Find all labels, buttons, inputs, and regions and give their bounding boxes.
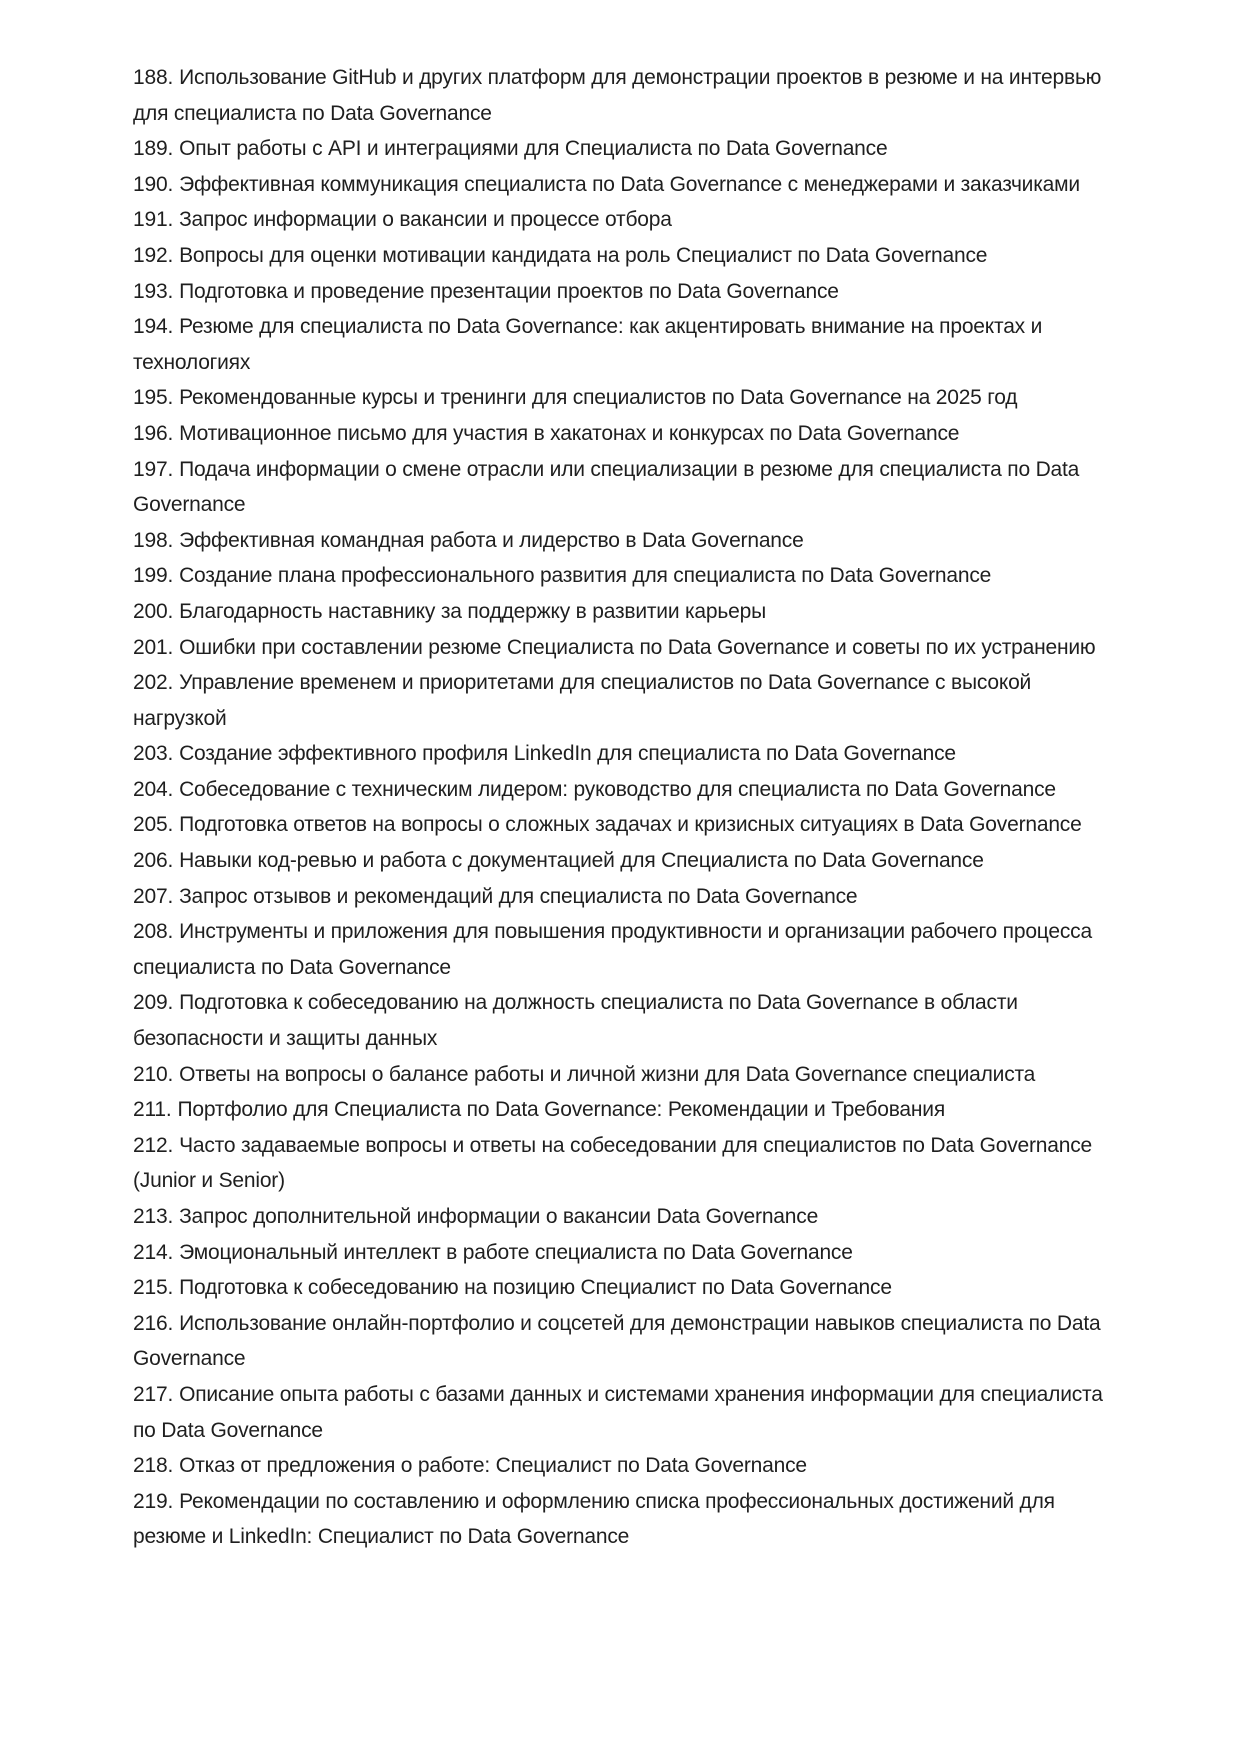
item-text: Подготовка ответов на вопросы о сложных задачах и кризисных ситуациях в Data Governance bbox=[179, 813, 1082, 837]
list-item bbox=[133, 1448, 1118, 1484]
list-item bbox=[133, 60, 1118, 131]
item-number: 199. bbox=[133, 564, 174, 588]
item-text: Эмоциональный интеллект в работе специалиста по Data Governance bbox=[179, 1240, 853, 1264]
item-number: 219. bbox=[133, 1489, 174, 1513]
item-text: Запрос информации о вакансии и процессе отбора bbox=[179, 208, 672, 232]
item-number: 209. bbox=[133, 991, 174, 1015]
item-text: Эффективная командная работа и лидерство в Data Governance bbox=[179, 528, 804, 552]
item-text: Благодарность наставнику за поддержку в развитии карьеры bbox=[179, 599, 766, 623]
list-item bbox=[133, 772, 1118, 808]
item-number: 194. bbox=[133, 315, 174, 339]
item-text: Подготовка и проведение презентации проектов по Data Governance bbox=[179, 279, 839, 303]
item-number: 210. bbox=[133, 1062, 174, 1086]
list-item bbox=[133, 1235, 1118, 1271]
list-item bbox=[133, 665, 1118, 736]
item-text: Рекомендации по составлению и оформлению списка профессиональных достижений для резюме и LinkedIn: Специалист по Data Governance bbox=[133, 1489, 1055, 1549]
item-number: 213. bbox=[133, 1205, 174, 1228]
item-text: Навыки код-ревью и работа с документацией для Специалиста по Data Governance bbox=[179, 849, 984, 873]
list-item bbox=[133, 1092, 1118, 1128]
list-item bbox=[133, 1270, 1118, 1306]
item-text: Вопросы для оценки мотивации кандидата на роль Специалист по Data Governance bbox=[179, 243, 988, 267]
item-text: Портфолио для Специалиста по Data Governance: Рекомендации и Требования bbox=[177, 1098, 945, 1122]
item-text: Собеседование с техническим лидером: руководство для специалиста по Data Governance bbox=[179, 777, 1056, 801]
item-text: Использование онлайн-портфолио и соцсетей для демонстрации навыков специалиста по Data Governance bbox=[133, 1311, 1101, 1371]
item-text: Создание эффективного профиля LinkedIn для специалиста по Data Governance bbox=[179, 742, 956, 766]
list-item bbox=[133, 238, 1118, 274]
item-text: Подготовка к собеседованию на должность специалиста по Data Governance в области безопасности и защиты данных bbox=[133, 991, 1018, 1051]
list-item bbox=[133, 523, 1118, 559]
list-item bbox=[133, 594, 1118, 630]
item-text: Создание плана профессионального развития для специалиста по Data Governance bbox=[179, 564, 992, 588]
item-number: 214. bbox=[133, 1240, 174, 1264]
item-number: 196. bbox=[133, 421, 174, 445]
item-text: Использование GitHub и других платформ для демонстрации проектов в резюме и на интервью для специалиста по Data Governance bbox=[133, 66, 1102, 125]
item-number: 206. bbox=[133, 849, 174, 873]
list-item bbox=[133, 416, 1118, 452]
item-number: 201. bbox=[133, 635, 174, 659]
item-number: 212. bbox=[133, 1133, 174, 1157]
list-item bbox=[133, 1484, 1118, 1555]
item-number: 208. bbox=[133, 920, 174, 944]
item-number: 191. bbox=[133, 208, 174, 232]
list-item bbox=[133, 1306, 1118, 1377]
list-item bbox=[133, 274, 1118, 310]
item-number: 215. bbox=[133, 1276, 174, 1300]
item-number: 211. bbox=[133, 1098, 172, 1122]
item-text: Резюме для специалиста по Data Governance: как акцентировать внимание на проектах и технологиях bbox=[133, 315, 1043, 374]
list-item bbox=[133, 131, 1118, 167]
item-number: 190. bbox=[133, 172, 174, 196]
list-item bbox=[133, 1199, 1118, 1235]
list-item bbox=[133, 736, 1118, 772]
list-item bbox=[133, 985, 1118, 1056]
item-number: 218. bbox=[133, 1454, 174, 1478]
list-item bbox=[133, 879, 1118, 915]
item-number: 198. bbox=[133, 528, 174, 552]
item-number: 192. bbox=[133, 243, 174, 267]
list-item bbox=[133, 1128, 1118, 1199]
item-text: Ошибки при составлении резюме Специалиста по Data Governance и советы по их устранению bbox=[179, 635, 1096, 659]
item-number: 205. bbox=[133, 813, 174, 837]
item-text: Мотивационное письмо для участия в хакатонах и конкурсах по Data Governance bbox=[179, 421, 960, 445]
list-item bbox=[133, 309, 1118, 380]
document-page bbox=[133, 60, 1118, 1555]
list-item bbox=[133, 380, 1118, 416]
item-number: 202. bbox=[133, 671, 174, 695]
list-item bbox=[133, 843, 1118, 879]
item-text: Описание опыта работы с базами данных и системами хранения информации для специалиста по Data Governance bbox=[133, 1382, 1103, 1442]
list-item bbox=[133, 167, 1118, 203]
item-text: Управление временем и приоритетами для специалистов по Data Governance с высокой нагрузкой bbox=[133, 671, 1032, 730]
item-number: 216. bbox=[133, 1311, 174, 1335]
item-number: 203. bbox=[133, 742, 174, 766]
item-text: Подготовка к собеседованию на позицию Специалист по Data Governance bbox=[179, 1276, 892, 1300]
item-text: Запрос дополнительной информации о вакансии Data Governance bbox=[179, 1205, 819, 1228]
item-number: 188. bbox=[133, 66, 174, 89]
list-item bbox=[133, 1057, 1118, 1093]
list-item bbox=[133, 558, 1118, 594]
list-item bbox=[133, 807, 1118, 843]
item-text: Ответы на вопросы о балансе работы и личной жизни для Data Governance специалиста bbox=[179, 1062, 1036, 1086]
item-text: Опыт работы с API и интеграциями для Специалиста по Data Governance bbox=[179, 137, 888, 161]
list-item bbox=[133, 452, 1118, 523]
list-item bbox=[133, 1377, 1118, 1448]
list-item bbox=[133, 914, 1118, 985]
item-text: Рекомендованные курсы и тренинги для специалистов по Data Governance на 2025 год bbox=[179, 386, 1018, 410]
item-number: 207. bbox=[133, 884, 174, 908]
item-text: Эффективная коммуникация специалиста по Data Governance с менеджерами и заказчиками bbox=[179, 172, 1080, 196]
item-number: 204. bbox=[133, 777, 174, 801]
item-text: Запрос отзывов и рекомендаций для специалиста по Data Governance bbox=[179, 884, 858, 908]
item-number: 193. bbox=[133, 279, 174, 303]
item-number: 217. bbox=[133, 1382, 174, 1406]
item-number: 189. bbox=[133, 137, 174, 161]
numbered-list bbox=[133, 60, 1118, 1555]
item-number: 200. bbox=[133, 599, 174, 623]
item-text: Инструменты и приложения для повышения продуктивности и организации рабочего процесса специалиста по Data Governance bbox=[133, 920, 1092, 979]
item-number: 197. bbox=[133, 457, 174, 481]
item-text: Подача информации о смене отрасли или специализации в резюме для специалиста по Data Governance bbox=[133, 457, 1080, 517]
item-text: Отказ от предложения о работе: Специалист по Data Governance bbox=[179, 1454, 807, 1478]
item-number: 195. bbox=[133, 386, 174, 410]
list-item bbox=[133, 202, 1118, 238]
list-item bbox=[133, 630, 1118, 666]
item-text: Часто задаваемые вопросы и ответы на собеседовании для специалистов по Data Governance (Junior и Senior) bbox=[133, 1133, 1092, 1193]
